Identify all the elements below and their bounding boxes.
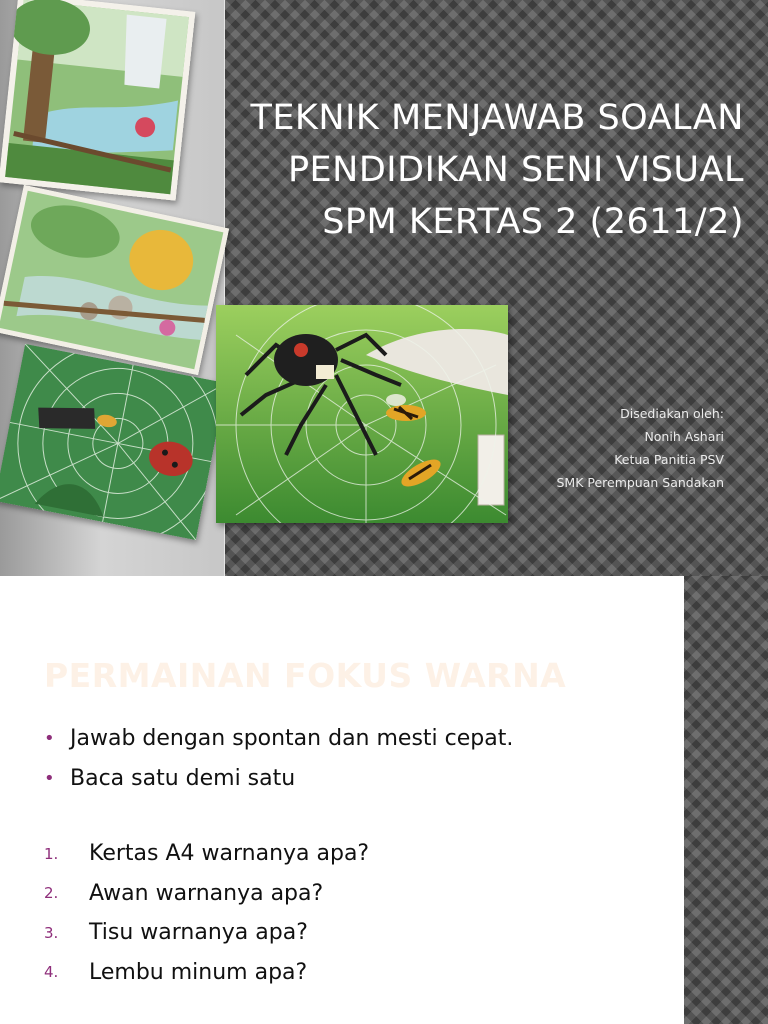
question-text: Awan warnanya apa? bbox=[89, 880, 324, 906]
question-number: 4. bbox=[44, 963, 59, 982]
slide-heading: PERMAINAN FOKUS WARNA bbox=[44, 656, 567, 695]
title-line: PENDIDIKAN SENI VISUAL bbox=[287, 150, 744, 190]
question-text: Tisu warnanya apa? bbox=[89, 920, 308, 946]
list-item bbox=[44, 953, 369, 993]
list-item bbox=[44, 874, 369, 914]
content-slide bbox=[0, 576, 768, 1024]
pattern-strip bbox=[684, 576, 768, 1024]
list-item-text: Baca satu demi satu bbox=[70, 765, 296, 791]
presenter-role: Ketua Panitia PSV bbox=[614, 452, 724, 467]
question-text: Lembu minum apa? bbox=[89, 959, 308, 985]
title-line: SPM KERTAS 2 (2611/2) bbox=[322, 202, 744, 242]
question-number: 1. bbox=[44, 844, 59, 863]
instruction-list bbox=[44, 718, 513, 798]
list-item bbox=[44, 758, 513, 798]
title-line: TEKNIK MENJAWAB SOALAN bbox=[250, 98, 744, 138]
question-number: 2. bbox=[44, 884, 59, 903]
list-item bbox=[44, 718, 513, 758]
question-number: 3. bbox=[44, 923, 59, 942]
bullet-icon: • bbox=[44, 727, 55, 749]
presenter-credits bbox=[464, 402, 724, 494]
question-text: Kertas A4 warnanya apa? bbox=[89, 841, 370, 867]
presenter-school: SMK Perempuan Sandakan bbox=[556, 475, 724, 490]
bullet-icon: • bbox=[44, 767, 55, 789]
presentation-title bbox=[144, 92, 744, 248]
credits-label: Disediakan oleh: bbox=[620, 406, 724, 421]
list-item bbox=[44, 834, 369, 874]
left-photo-panel bbox=[0, 0, 225, 576]
question-list bbox=[44, 834, 369, 992]
presenter-name: Nonih Ashari bbox=[644, 429, 724, 444]
list-item bbox=[44, 913, 369, 953]
list-item-text: Jawab dengan spontan dan mesti cepat. bbox=[70, 725, 514, 751]
